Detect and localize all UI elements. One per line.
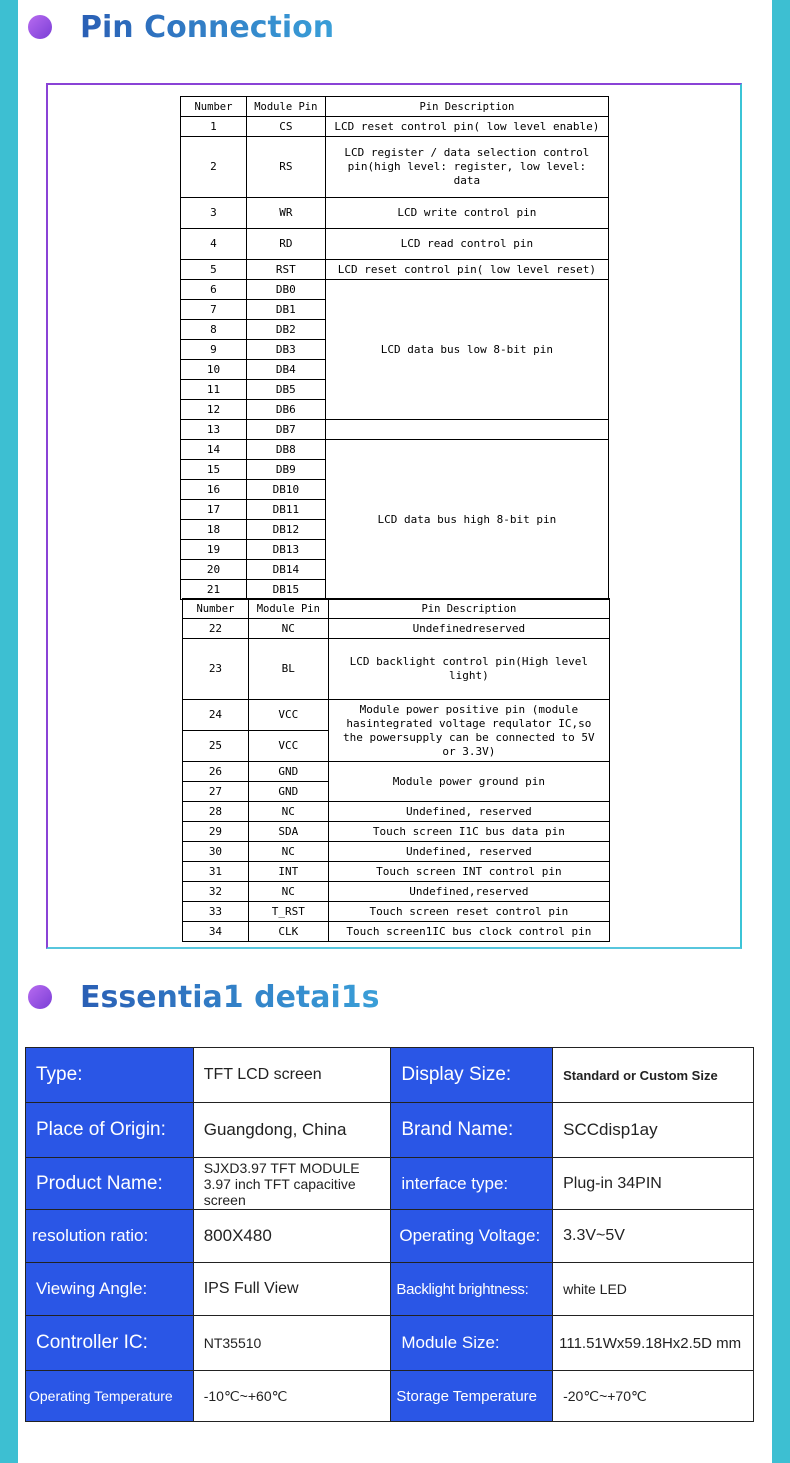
header-number: Number — [181, 97, 247, 117]
pin-desc: LCD register / data selection control pin(high level: register, low level: data — [325, 137, 608, 198]
table-row — [26, 1210, 754, 1263]
pin-number: 16 — [181, 480, 247, 500]
pin-number: 21 — [181, 580, 247, 600]
pin-name: DB8 — [246, 440, 325, 460]
pin-name: RST — [246, 260, 325, 280]
pin-name: DB9 — [246, 460, 325, 480]
pin-name: RD — [246, 229, 325, 260]
detail-value: Plug-in 34PIN — [553, 1158, 754, 1210]
pin-desc: LCD reset control pin( low level reset) — [325, 260, 608, 280]
pin-name: VCC — [248, 731, 328, 762]
product-name-line-1: SJXD3.97 TFT MODULE — [203, 1159, 360, 1176]
pin-name: GND — [248, 762, 328, 782]
detail-label: Product Name: — [26, 1158, 194, 1210]
pin-desc: Touch screen reset control pin — [328, 902, 609, 922]
pin-name: NC — [248, 882, 328, 902]
essential-details-heading — [28, 972, 380, 1022]
pin-name: BL — [248, 639, 328, 700]
detail-label: Storage Temperature — [391, 1371, 553, 1422]
detail-value: 3.3V~5V — [553, 1210, 754, 1263]
detail-value: Standard or Custom Size — [553, 1048, 754, 1103]
table-row — [26, 1316, 754, 1371]
section-title: Pin Connection — [80, 9, 335, 45]
pin-name: RS — [246, 137, 325, 198]
header-number: Number — [183, 599, 249, 619]
pin-name: DB7 — [246, 420, 325, 440]
table-row — [183, 842, 610, 862]
table-row — [181, 260, 609, 280]
pin-name: DB13 — [246, 540, 325, 560]
table-row — [183, 762, 610, 782]
table-row — [183, 639, 610, 700]
detail-value: NT35510 — [193, 1316, 391, 1371]
pin-number: 11 — [181, 380, 247, 400]
pin-name: DB6 — [246, 400, 325, 420]
pin-name: DB3 — [246, 340, 325, 360]
pin-number: 28 — [183, 802, 249, 822]
pin-desc: LCD reset control pin( low level enable) — [325, 117, 608, 137]
pin-desc: Undefined, reserved — [328, 842, 609, 862]
detail-label: Operating Temperature — [26, 1371, 194, 1422]
pin-number: 23 — [183, 639, 249, 700]
table-row — [183, 882, 610, 902]
pin-number: 18 — [181, 520, 247, 540]
product-name-line-2: 3.97 inch TFT capacitive screen — [203, 1175, 356, 1208]
pin-name: NC — [248, 802, 328, 822]
detail-value: IPS Full View — [193, 1263, 391, 1316]
detail-label: Brand Name: — [391, 1103, 553, 1158]
table-row — [183, 822, 610, 842]
table-row — [26, 1048, 754, 1103]
pin-name: CLK — [248, 922, 328, 942]
pin-desc: Undefined, reserved — [328, 802, 609, 822]
table-row — [26, 1371, 754, 1422]
pin-name: DB4 — [246, 360, 325, 380]
table-row — [183, 700, 610, 731]
detail-label: Controller IC: — [26, 1316, 194, 1371]
bullet-dot-icon — [28, 15, 52, 39]
pin-number: 25 — [183, 731, 249, 762]
page — [18, 0, 772, 1463]
pin-number: 3 — [181, 198, 247, 229]
detail-label: Module Size: — [391, 1316, 553, 1371]
table-header-row — [181, 97, 609, 117]
pin-number: 15 — [181, 460, 247, 480]
pin-name: VCC — [248, 700, 328, 731]
detail-value: white LED — [553, 1263, 754, 1316]
pin-number: 4 — [181, 229, 247, 260]
detail-label: resolution ratio: — [26, 1210, 194, 1263]
pin-desc: Touch screen INT control pin — [328, 862, 609, 882]
pin-number: 34 — [183, 922, 249, 942]
table-row — [26, 1103, 754, 1158]
table-row — [183, 802, 610, 822]
pin-name: WR — [246, 198, 325, 229]
table-row — [26, 1158, 754, 1210]
detail-label: Backlight brightness: — [391, 1263, 553, 1316]
pin-number: 30 — [183, 842, 249, 862]
pin-number: 2 — [181, 137, 247, 198]
table-header-row — [183, 599, 610, 619]
pin-desc: Undefined,reserved — [328, 882, 609, 902]
pin-number: 9 — [181, 340, 247, 360]
pin-name: DB14 — [246, 560, 325, 580]
pin-name: CS — [246, 117, 325, 137]
pin-name: DB0 — [246, 280, 325, 300]
pin-number: 24 — [183, 700, 249, 731]
pin-number: 22 — [183, 619, 249, 639]
pin-desc: LCD read control pin — [325, 229, 608, 260]
pin-name: DB15 — [246, 580, 325, 600]
detail-value: -20℃~+70℃ — [553, 1371, 754, 1422]
pin-table-2 — [182, 598, 610, 942]
header-module-pin: Module Pin — [246, 97, 325, 117]
empty-desc — [325, 420, 608, 440]
header-pin-description: Pin Description — [328, 599, 609, 619]
pin-name: NC — [248, 619, 328, 639]
table-row — [183, 619, 610, 639]
pin-number: 13 — [181, 420, 247, 440]
table-row — [181, 280, 609, 300]
detail-label: Display Size: — [391, 1048, 553, 1103]
high-bus-desc: LCD data bus high 8-bit pin — [325, 440, 608, 600]
header-module-pin: Module Pin — [248, 599, 328, 619]
table-row — [183, 922, 610, 942]
pin-number: 31 — [183, 862, 249, 882]
pin-name: DB2 — [246, 320, 325, 340]
pin-number: 19 — [181, 540, 247, 560]
pin-desc: Undefinedreserved — [328, 619, 609, 639]
detail-label: Viewing Angle: — [26, 1263, 194, 1316]
pin-desc: LCD write control pin — [325, 198, 608, 229]
table-row — [181, 420, 609, 440]
pin-name: T_RST — [248, 902, 328, 922]
pin-name: DB11 — [246, 500, 325, 520]
pin-number: 20 — [181, 560, 247, 580]
pin-number: 32 — [183, 882, 249, 902]
pin-number: 10 — [181, 360, 247, 380]
table-row — [181, 117, 609, 137]
pin-number: 8 — [181, 320, 247, 340]
detail-label: Operating Voltage: — [391, 1210, 553, 1263]
pin-number: 7 — [181, 300, 247, 320]
pin-name: NC — [248, 842, 328, 862]
table-row — [181, 229, 609, 260]
pin-desc: LCD backlight control pin(High level light) — [328, 639, 609, 700]
pin-name: DB5 — [246, 380, 325, 400]
detail-label: Type: — [26, 1048, 194, 1103]
pin-number: 1 — [181, 117, 247, 137]
gnd-desc: Module power ground pin — [328, 762, 609, 802]
table-row — [181, 198, 609, 229]
detail-value: 111.51Wx59.18Hx2.5D mm — [553, 1316, 754, 1371]
detail-value: TFT LCD screen — [193, 1048, 391, 1103]
pin-table-1 — [180, 96, 609, 600]
details-table — [25, 1047, 754, 1422]
pin-number: 27 — [183, 782, 249, 802]
pin-name: DB12 — [246, 520, 325, 540]
detail-label: interface type: — [391, 1158, 553, 1210]
table-row — [181, 440, 609, 460]
pin-desc: Touch screen I1C bus data pin — [328, 822, 609, 842]
detail-value — [193, 1158, 391, 1210]
bullet-dot-icon — [28, 985, 52, 1009]
pin-number: 12 — [181, 400, 247, 420]
detail-value: SCCdisp1ay — [553, 1103, 754, 1158]
pin-number: 5 — [181, 260, 247, 280]
pin-name: GND — [248, 782, 328, 802]
pin-desc: Touch screen1IC bus clock control pin — [328, 922, 609, 942]
pin-number: 26 — [183, 762, 249, 782]
detail-value: Guangdong, China — [193, 1103, 391, 1158]
pin-number: 6 — [181, 280, 247, 300]
pin-connection-heading — [28, 2, 334, 52]
pin-name: DB1 — [246, 300, 325, 320]
table-row — [183, 902, 610, 922]
pin-number: 14 — [181, 440, 247, 460]
vcc-desc: Module power positive pin (module hasintegrated voltage requlator IC,so the powersupply can be connected to 5V or 3.3V) — [328, 700, 609, 762]
pin-name: INT — [248, 862, 328, 882]
detail-value: 800X480 — [193, 1210, 391, 1263]
pin-number: 17 — [181, 500, 247, 520]
detail-value: -10℃~+60℃ — [193, 1371, 391, 1422]
pin-name: SDA — [248, 822, 328, 842]
table-row — [183, 862, 610, 882]
table-row — [26, 1263, 754, 1316]
table-row — [181, 137, 609, 198]
section-title: Essentia1 detai1s — [80, 979, 380, 1015]
pin-number: 29 — [183, 822, 249, 842]
pin-number: 33 — [183, 902, 249, 922]
pin-name: DB10 — [246, 480, 325, 500]
low-bus-desc: LCD data bus low 8-bit pin — [325, 280, 608, 420]
detail-label: Place of Origin: — [26, 1103, 194, 1158]
header-pin-description: Pin Description — [325, 97, 608, 117]
